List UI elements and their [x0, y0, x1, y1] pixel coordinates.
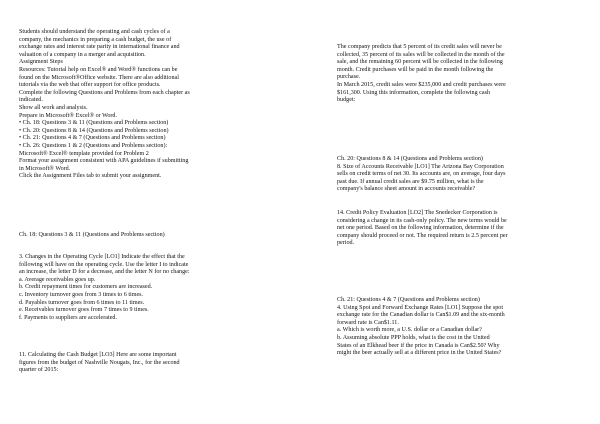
text-line: b. Assuming absolute PPP holds, what is the cost in the United: [337, 334, 490, 341]
text-line: might the beer actually sell at a different price in the United States?: [337, 350, 502, 357]
text-line: The company predicts that 5 percent of its credit sales will never be: [337, 44, 502, 50]
text-line: 14. Credit Policy Evaluation [LO2] The Snedecker Corporation is: [337, 210, 498, 216]
text-line: sale, and the remaining 60 percent will be collected in the following: [337, 59, 503, 66]
text-line: Ch. 21: Questions 4 & 7 (Questions and Problems section): [337, 297, 480, 303]
text-line: Prepare in Microsoft® Excel® or Word.: [19, 112, 118, 119]
text-line: Students should understand the operating and cash cycles of a: [19, 29, 170, 35]
text-line: indicated.: [19, 97, 43, 104]
text-block: [337, 44, 506, 105]
text-line: following will have on the operating cycle. Use the letter I to indicate: [19, 261, 189, 268]
text-line: c. Inventory turnover goes from 3 times to 6 times.: [19, 291, 144, 298]
text-line: Assignment Steps: [19, 59, 63, 66]
text-block: [337, 297, 505, 358]
text-line: tutorials via the web that offer support for office products.: [19, 82, 161, 89]
text-line: Ch. 20: Questions 8 & 14 (Questions and Problems section): [337, 156, 483, 162]
text-block: [337, 210, 508, 248]
text-line: a. Average receivables goes up.: [19, 276, 96, 283]
text-line: company, the mechanics in preparing a cash budget, the use of: [19, 36, 172, 43]
text-line: net one period. Based on the following information, determine if the: [337, 225, 504, 232]
text-line: exchange rates and interest rate parity in international finance and: [19, 44, 180, 51]
text-line: d. Payables turnover goes from 6 times to 11 times.: [19, 299, 145, 306]
text-line: 3. Changes in the Operating Cycle [LO1] Indicate the effect that the: [19, 254, 185, 260]
text-line: In March 2015, credit sales were $235,000 and credit purchases were: [337, 81, 506, 88]
text-block: [19, 352, 180, 375]
text-line: Resources: Tutorial help on Excel® and Word® functions can be: [19, 66, 178, 73]
text-line: • Ch. 20: Questions 8 & 14 (Questions and Problems section): [19, 127, 169, 134]
text-line: in Microsoft® Word.: [19, 165, 71, 172]
text-line: a. Which is worth more, a U.S. dollar or a Canadian dollar?: [337, 327, 482, 334]
text-line: • Ch. 18: Questions 3 & 11 (Questions and Problems section): [19, 120, 169, 127]
text-block: [19, 232, 165, 240]
text-line: collected, 35 percent of its sales will be collected in the month of the: [337, 51, 505, 58]
text-block: [337, 156, 506, 194]
text-line: company's balance sheet amount in accounts receivable?: [337, 186, 476, 193]
text-block: [19, 29, 190, 181]
text-line: quarter of 2015:: [19, 367, 59, 374]
text-line: • Ch. 26: Questions 1 & 2 (Questions and Problems section):: [19, 142, 168, 149]
text-line: Microsoft® Excel® template provided for Problem 2: [19, 150, 149, 157]
text-line: found on the Microsoft®Office website. There are also additional: [19, 74, 179, 81]
text-line: • Ch. 21: Questions 4 & 7 (Questions and Problems section): [19, 135, 166, 142]
text-line: 8. Size of Accounts Receivable [LO1] The Arizona Bay Corporation: [337, 163, 504, 170]
text-line: figures from the budget of Nashville Nougats, Inc., for the second: [19, 359, 180, 366]
text-line: valuation of a company in a merger and acquisition.: [19, 51, 146, 58]
text-line: Ch. 18: Questions 3 & 11 (Questions and Problems section): [19, 232, 165, 238]
text-line: Show all work and analysis.: [19, 104, 88, 111]
text-line: budget:: [337, 97, 356, 104]
text-block: [19, 254, 190, 322]
text-line: sells on credit terms of net 30. Its accounts are, on average, four days: [337, 171, 506, 178]
text-line: e. Receivables turnover goes from 7 times to 9 times.: [19, 307, 149, 314]
text-line: purchase.: [337, 74, 361, 81]
text-line: Complete the following Questions and Problems from each chapter as: [19, 89, 190, 96]
text-line: b. Credit repayment times for customers are increased.: [19, 284, 153, 291]
text-line: month. Credit purchases will be paid in the month following the: [337, 66, 494, 73]
text-line: Click the Assignment Files tab to submit your assignment.: [19, 173, 162, 180]
text-line: considering a change in its cash-only policy. The new terms would be: [337, 217, 507, 224]
text-line: f. Payments to suppliers are accelerated.: [19, 314, 117, 321]
text-line: Format your assignment consistent with APA guidelines if submitting: [19, 158, 189, 165]
text-line: 11. Calculating the Cash Budget [LO3] Here are some important: [19, 352, 177, 358]
text-line: past due. If annual credit sales are $9.75 million, what is the: [337, 178, 484, 185]
text-line: forward rate is Can$1.11.: [337, 319, 399, 326]
text-line: period.: [337, 240, 355, 247]
text-line: exchange rate for the Canadian dollar is Can$1.09 and the six-month: [337, 312, 505, 319]
text-line: $161,300. Using this information, complete the following cash: [337, 89, 490, 96]
text-line: 4. Using Spot and Forward Exchange Rates [LO1] Suppose the spot: [337, 304, 504, 311]
text-line: States of an Elkhead beer if the price in Canada is Can$2.50? Why: [337, 342, 500, 349]
text-line: company should proceed or not. The required return is 2.5 percent per: [337, 232, 508, 239]
text-line: an increase, the letter D for a decrease, and the letter N for no change:: [19, 269, 190, 276]
